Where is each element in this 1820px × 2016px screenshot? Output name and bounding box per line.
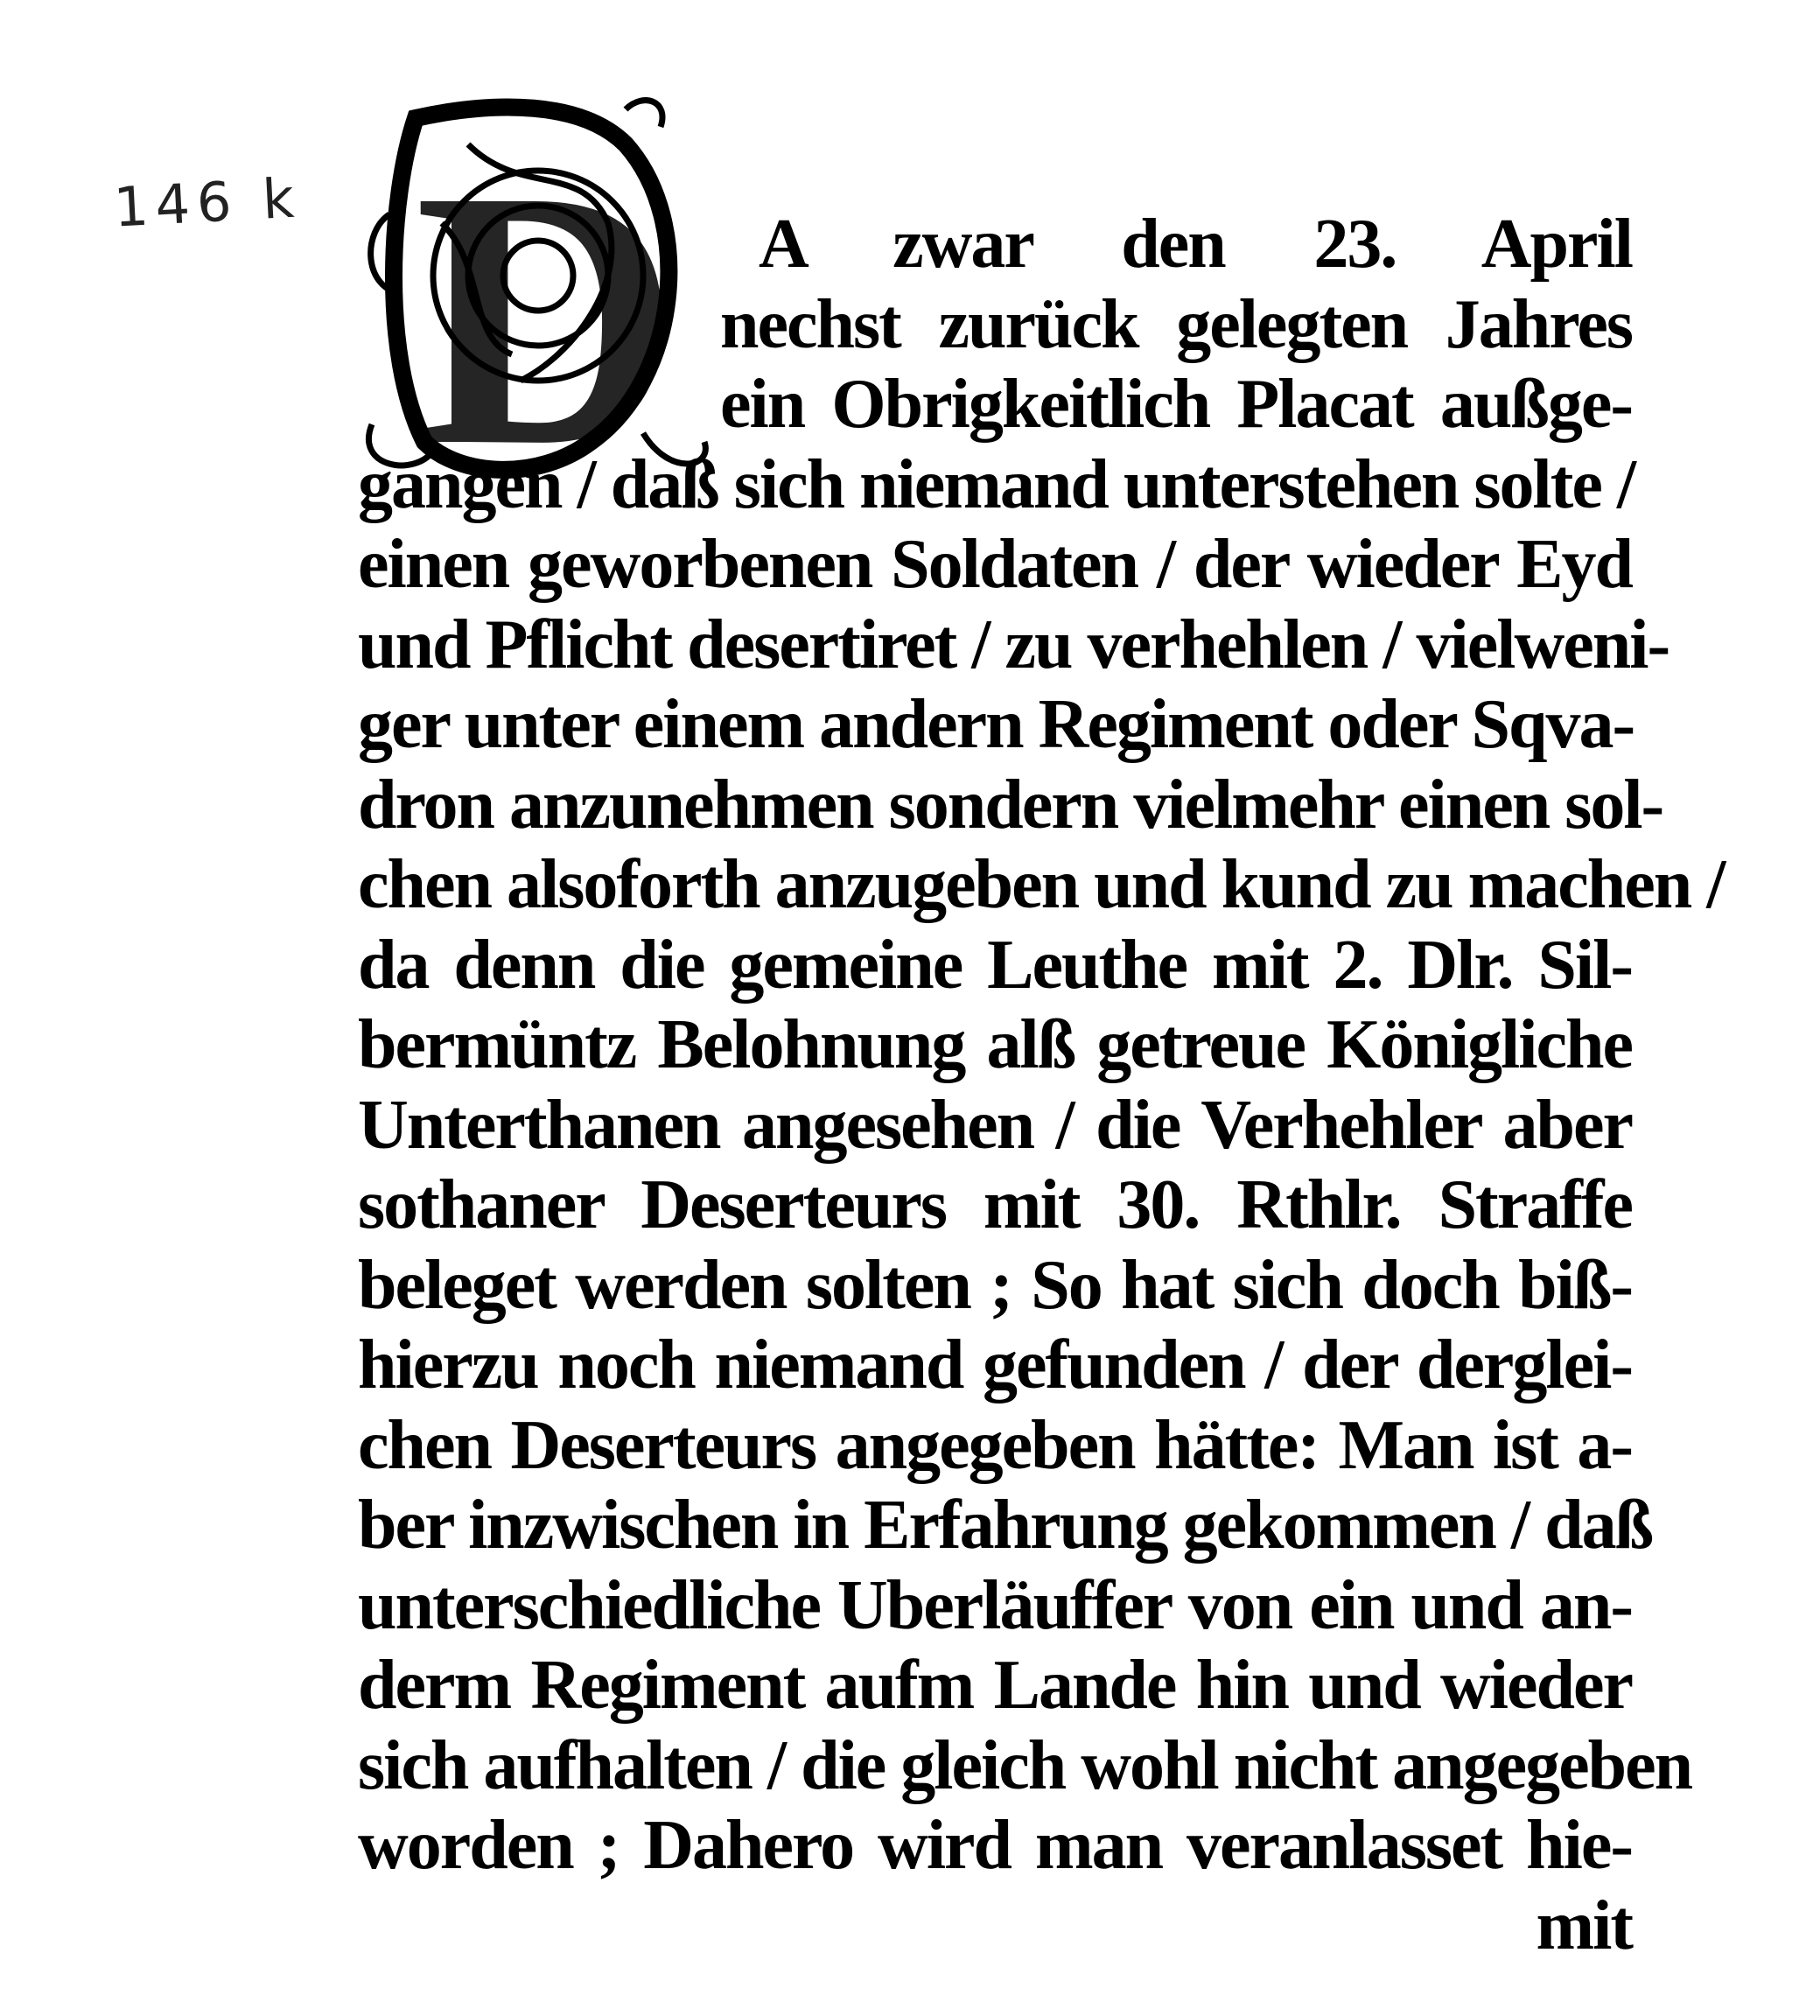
text-line: chen alsoforth anzugeben und kund zu machen /	[358, 846, 1725, 923]
catchword: mit	[1536, 1886, 1632, 1964]
text-line: unterschiedliche Uberläuffer von ein und an-	[358, 1566, 1632, 1644]
text-line: dron anzunehmen sondern vielmehr einen sol-	[358, 766, 1663, 844]
text-line: A zwar den 23. April	[759, 206, 1632, 283]
text-line: hierzu noch niemand gefunden / der derglei-	[358, 1326, 1632, 1404]
text-line: ein Obrigkeitlich Placat außge-	[720, 366, 1632, 443]
text-line: nechst zurück gelegten Jahres	[720, 285, 1632, 363]
text-line: da denn die gemeine Leuthe mit 2. Dlr. Sil-	[358, 926, 1632, 1004]
text-line: einen geworbenen Soldaten / der wieder Eyd	[358, 526, 1632, 603]
text-line: chen Deserteurs angegeben hätte: Man ist a-	[358, 1406, 1632, 1484]
text-line: bermüntz Belohnung alß getreue Königliche	[358, 1006, 1632, 1083]
text-line: gangen / daß sich niemand unterstehen solte /	[358, 445, 1635, 523]
text-line: ger unter einem andern Regiment oder Sqva-	[358, 686, 1634, 763]
text-line: ber inzwischen in Erfahrung gekommen / daß	[358, 1487, 1653, 1564]
text-line: und Pflicht desertiret / zu verhehlen / vielweni-	[358, 606, 1670, 683]
handwritten-margin-note: 146 k	[112, 165, 303, 240]
text-line: Unterthanen angesehen / die Verhehler aber	[358, 1086, 1632, 1164]
text-line: worden ; Dahero wird man veranlasset hie-	[358, 1807, 1632, 1884]
svg-text:D: D	[414, 115, 680, 486]
text-line: derm Regiment aufm Lande hin und wieder	[358, 1647, 1632, 1724]
text-line: sich aufhalten / die gleich wohl nicht angegeben	[358, 1726, 1692, 1804]
text-line: beleget werden solten ; So hat sich doch biß-	[358, 1246, 1632, 1324]
text-line: sothaner Deserteurs mit 30. Rthlr. Straffe	[358, 1166, 1632, 1243]
body-text	[358, 205, 1725, 1966]
